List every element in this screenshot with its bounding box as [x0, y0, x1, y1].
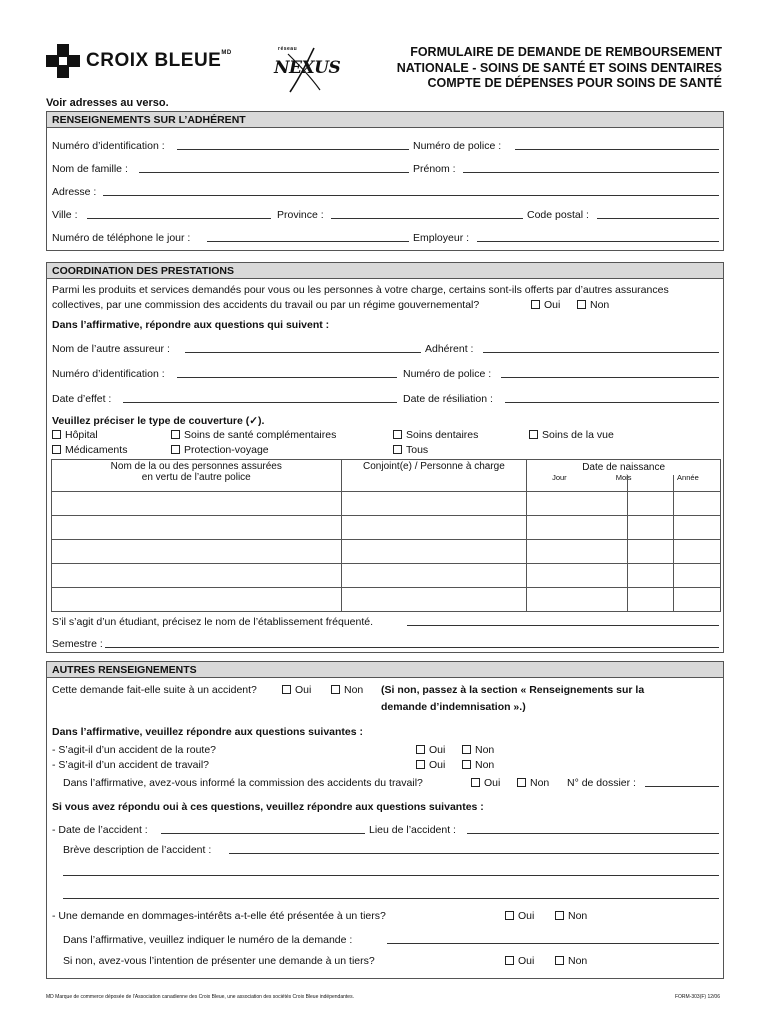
section-coordination	[46, 262, 724, 653]
semestre-label: Semestre :	[52, 638, 103, 650]
date-effet-label: Date d’effet :	[52, 393, 112, 405]
checkbox[interactable]	[171, 445, 180, 454]
insured-table	[51, 459, 721, 612]
tel-label: Numéro de téléphone le jour :	[52, 232, 191, 244]
table-header-row	[52, 460, 721, 492]
checkbox[interactable]	[331, 685, 340, 694]
coord-non-option[interactable]: Non	[577, 299, 609, 311]
autre-assureur-field[interactable]	[185, 352, 421, 353]
form-title: FORMULAIRE DE DEMANDE DE REMBOURSEMENT NATIONALE - SOINS DE SANTÉ ET SOINS DENTAIRES COMPTE DE DÉPENSES POUR SOINS DE SANTÉ	[396, 45, 722, 90]
num-demande-label: Dans l’affirmative, veuillez indiquer le numéro de la demande :	[63, 934, 353, 946]
date-resil-label: Date de résiliation :	[403, 393, 493, 405]
nexus-logo	[268, 46, 341, 96]
date-resil-field[interactable]	[505, 402, 719, 403]
accident-non-option[interactable]: Non	[331, 684, 363, 696]
travail-oui-option[interactable]: Oui	[416, 759, 445, 771]
col-divider	[673, 475, 674, 611]
date-effet-field[interactable]	[123, 402, 397, 403]
hopital-option[interactable]: Hôpital	[52, 429, 98, 441]
prenom-field[interactable]	[463, 172, 719, 173]
ville-field[interactable]	[87, 218, 271, 219]
nom-field[interactable]	[139, 172, 409, 173]
dossier-field[interactable]	[645, 786, 719, 787]
table-row[interactable]	[52, 492, 721, 516]
checkbox[interactable]	[171, 430, 180, 439]
intention-oui-option[interactable]: Oui	[505, 955, 534, 967]
cross-icon	[46, 44, 80, 78]
table-row[interactable]	[52, 540, 721, 564]
code-field[interactable]	[597, 218, 719, 219]
employeur-label: Employeur :	[413, 232, 470, 244]
intention-non-option[interactable]: Non	[555, 955, 587, 967]
accident-oui-option[interactable]: Oui	[282, 684, 311, 696]
semestre-field[interactable]	[105, 647, 719, 648]
col-naissance: Date de naissance Jour Mois Année	[527, 460, 721, 492]
si-non-note-2: demande d’indemnisation ».)	[381, 701, 526, 713]
etudiant-field[interactable]	[407, 625, 719, 626]
section-heading: AUTRES RENSEIGNEMENTS	[47, 662, 723, 678]
checkbox[interactable]	[505, 956, 514, 965]
breve-field-line-2[interactable]	[63, 875, 719, 876]
col-divider	[627, 475, 628, 611]
nom-label: Nom de famille :	[52, 163, 128, 175]
autres-affirm: Dans l’affirmative, veuillez répondre aux questions suivantes :	[52, 726, 364, 738]
section-heading: COORDINATION DES PRESTATIONS	[47, 263, 723, 279]
coord-affirm: Dans l’affirmative, répondre aux questions qui suivent :	[52, 319, 330, 331]
informe-oui-option[interactable]: Oui	[471, 777, 500, 789]
checkbox[interactable]	[462, 745, 471, 754]
intention-question: Si non, avez-vous l’intention de présenter une demande à un tiers?	[63, 955, 375, 967]
protection-option[interactable]: Protection-voyage	[171, 444, 269, 456]
police-label: Numéro de police :	[413, 140, 502, 152]
breve-field[interactable]	[229, 853, 719, 854]
breve-field-line-3[interactable]	[63, 898, 719, 899]
table-row[interactable]	[52, 516, 721, 540]
num-demande-field[interactable]	[387, 943, 719, 944]
checkbox[interactable]	[393, 445, 402, 454]
section-heading: RENSEIGNEMENTS SUR L’ADHÉRENT	[47, 112, 723, 128]
coord-id-label: Numéro d’identification :	[52, 368, 165, 380]
coord-police-field[interactable]	[501, 377, 719, 378]
checkbox[interactable]	[52, 430, 61, 439]
checkbox[interactable]	[505, 911, 514, 920]
checkbox[interactable]	[462, 760, 471, 769]
lieu-acc-label: Lieu de l’accident :	[369, 824, 456, 836]
brand-name: CROIX $BLEUE^{MD}$	[86, 50, 232, 71]
dommages-non-option[interactable]: Non	[555, 910, 587, 922]
checkbox[interactable]	[393, 430, 402, 439]
checkbox[interactable]	[555, 911, 564, 920]
table-row[interactable]	[52, 564, 721, 588]
informe-non-option[interactable]: Non	[517, 777, 549, 789]
soins-dent-option[interactable]: Soins dentaires	[393, 429, 478, 441]
si-non-note-1: (Si non, passez à la section « Renseignements sur la	[381, 684, 645, 696]
footer-form-code: FORM-303(F) 12/06	[674, 994, 720, 1000]
code-label: Code postal :	[527, 209, 589, 221]
police-field[interactable]	[515, 149, 719, 150]
type-couverture: Veuillez préciser le type de couverture (✓).	[52, 415, 265, 427]
croix-bleue-logo	[46, 44, 232, 78]
checkbox[interactable]	[52, 445, 61, 454]
soins-comp-option[interactable]: Soins de santé complémentaires	[171, 429, 336, 441]
route-non-option[interactable]: Non	[462, 744, 494, 756]
adresse-field[interactable]	[103, 195, 719, 196]
coord-oui-option[interactable]: Oui	[531, 299, 560, 311]
coord-intro-1: Parmi les produits et services demandés pour vous ou les personnes à votre charge, certains sont-ils offerts par d’autres assurances	[52, 284, 669, 296]
dommages-oui-option[interactable]: Oui	[505, 910, 534, 922]
breve-label: Brève description de l’accident :	[63, 844, 212, 856]
tel-field[interactable]	[207, 241, 409, 242]
si-oui-note: Si vous avez répondu oui à ces questions, veuillez répondre aux questions suivantes :	[52, 801, 484, 813]
checkbox[interactable]	[517, 778, 526, 787]
employeur-field[interactable]	[477, 241, 719, 242]
id-label: Numéro d’identification :	[52, 140, 165, 152]
dossier-label: N° de dossier :	[567, 777, 636, 789]
coord-id-field[interactable]	[177, 377, 397, 378]
soins-vue-option[interactable]: Soins de la vue	[529, 429, 614, 441]
travail-non-option[interactable]: Non	[462, 759, 494, 771]
footer-trademark: MD Marque de commerce déposée de l’Association canadienne des Croix Bleue, une association des sociétés Croix Bleue indépendantes.	[46, 994, 354, 1000]
dommages-question: - Une demande en dommages-intérêts a-t-elle été présentée à un tiers?	[52, 910, 386, 922]
travail-question: - S’agit-il d’un accident de travail?	[52, 759, 209, 771]
adherent-label: Adhérent :	[425, 343, 474, 355]
prenom-label: Prénom :	[413, 163, 456, 175]
checkbox[interactable]	[416, 760, 425, 769]
id-field[interactable]	[177, 149, 409, 150]
coord-police-label: Numéro de police :	[403, 368, 492, 380]
date-acc-field[interactable]	[161, 833, 365, 834]
col-assures: Nom de la ou des personnes assurées en vertu de l’autre police	[52, 460, 342, 492]
adresse-label: Adresse :	[52, 186, 97, 198]
date-acc-label: - Date de l’accident :	[52, 824, 148, 836]
checkbox[interactable]	[577, 300, 586, 309]
checkbox[interactable]	[529, 430, 538, 439]
checkbox[interactable]	[282, 685, 291, 694]
accident-question: Cette demande fait-elle suite à un accident?	[52, 684, 257, 696]
section-adherent	[46, 111, 724, 251]
medicaments-option[interactable]: Médicaments	[52, 444, 127, 456]
etudiant-label: S’il s’agit d’un étudiant, précisez le nom de l’établissement fréquenté.	[52, 616, 374, 628]
informe-question: Dans l’affirmative, avez-vous informé la commission des accidents du travail?	[63, 777, 423, 789]
tous-option[interactable]: Tous	[393, 444, 428, 456]
nexus-label: NEXUS	[274, 58, 341, 78]
province-label: Province :	[277, 209, 324, 221]
adherent-field[interactable]	[483, 352, 719, 353]
table-row[interactable]	[52, 588, 721, 612]
ville-label: Ville :	[52, 209, 78, 221]
voir-adresses: Voir adresses au verso.	[46, 97, 169, 109]
route-oui-option[interactable]: Oui	[416, 744, 445, 756]
reseau-label: réseau	[278, 46, 298, 52]
autre-assureur-label: Nom de l’autre assureur :	[52, 343, 170, 355]
checkbox[interactable]	[555, 956, 564, 965]
lieu-acc-field[interactable]	[467, 833, 719, 834]
checkbox[interactable]	[531, 300, 540, 309]
province-field[interactable]	[331, 218, 523, 219]
checkbox[interactable]	[416, 745, 425, 754]
col-conjoint: Conjoint(e) / Personne à charge	[341, 460, 527, 492]
section-autres	[46, 661, 724, 979]
coord-intro-2: collectives, par une commission des accidents du travail ou par un régime gouvernemental?	[52, 299, 480, 311]
route-question: - S’agit-il d’un accident de la route?	[52, 744, 217, 756]
checkbox[interactable]	[471, 778, 480, 787]
